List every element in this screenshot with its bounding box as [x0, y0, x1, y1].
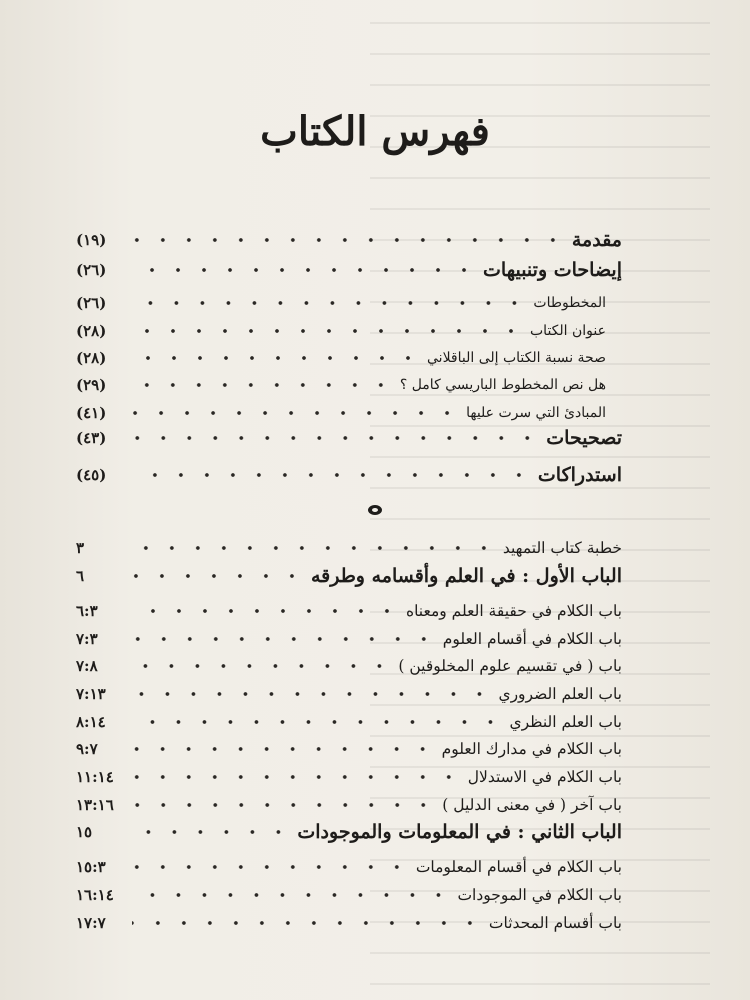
toc-page-number: (٤٥) — [76, 466, 107, 484]
toc-label: عنوان الكتاب — [530, 323, 606, 339]
toc-row-paris-manuscript — [76, 372, 606, 398]
toc-page-number: ٣ — [76, 539, 85, 557]
toc-row-introduction — [76, 227, 622, 253]
leader-dots — [132, 709, 503, 735]
leader-dots — [132, 535, 497, 561]
toc-label: باب الكلام في أقسام العلوم — [442, 630, 622, 648]
toc-label: صحة نسبة الكتاب إلى الباقلاني — [427, 350, 606, 366]
leader-dots — [132, 736, 436, 762]
toc-row-section — [76, 792, 622, 818]
toc-label: باب الكلام في حقيقة العلم ومعناه — [405, 602, 622, 620]
leader-dots — [132, 819, 291, 845]
toc-page-number: ٨:١٤ — [76, 713, 106, 731]
toc-row-section — [76, 598, 622, 624]
toc-label: باب العلم النظري — [509, 713, 622, 731]
leader-dots — [132, 318, 524, 344]
toc-page-number: ٧:٨ — [76, 657, 98, 675]
toc-label: هل نص المخطوط الباريسي كامل ؟ — [399, 377, 606, 393]
leader-dots — [132, 227, 566, 253]
toc-page-number: ١٥:٣ — [76, 858, 106, 876]
leader-dots — [132, 400, 460, 426]
toc-page-number: (٢٩) — [76, 376, 107, 394]
toc-label: خطبة كتاب التمهيد — [502, 539, 622, 557]
toc-row-chapter-two — [76, 819, 622, 845]
toc-label: الباب الأول : في العلم وأقسامه وطرقه — [310, 565, 622, 587]
leader-dots — [132, 882, 451, 908]
leader-dots — [132, 653, 392, 679]
leader-dots — [132, 854, 410, 880]
toc-row-corrections — [76, 425, 622, 451]
toc-row-book-title — [76, 318, 606, 344]
leader-dots — [132, 563, 305, 589]
leader-dots — [132, 372, 394, 398]
toc-page-number: (٤٣) — [76, 429, 107, 447]
toc-label: باب الكلام في الموجودات — [457, 886, 622, 904]
toc-page-number: (٢٨) — [76, 322, 107, 340]
toc-page-number: ١٧:٧ — [76, 914, 106, 932]
toc-label: باب آخر ( في معنى الدليل ) — [442, 796, 622, 814]
toc-page-number: ١١:١٤ — [76, 768, 114, 786]
toc-page-number: ١٣:١٦ — [76, 796, 114, 814]
toc-label: المخطوطات — [533, 295, 606, 311]
leader-dots — [132, 290, 527, 316]
toc-page-number: (٢٨) — [76, 349, 107, 367]
toc-row-section — [76, 764, 622, 790]
toc-row-manuscripts — [76, 290, 606, 316]
toc-label: الباب الثاني : في المعلومات والموجودات — [297, 821, 622, 843]
toc-page-number: ٧:٣ — [76, 630, 98, 648]
toc-row-section — [76, 854, 622, 880]
toc-row-section — [76, 626, 622, 652]
toc-page-number: (٢٦) — [76, 294, 107, 312]
toc-label: باب العلم الضروري — [498, 685, 622, 703]
toc-page-number: (٢٦) — [76, 261, 107, 279]
toc-row-section — [76, 709, 622, 735]
toc-row-chapter-one — [76, 563, 622, 589]
toc-label: باب أقسام المحدثات — [488, 914, 622, 932]
toc-row-section — [76, 910, 622, 936]
leader-dots — [132, 425, 540, 451]
toc-label: تصحيحات — [546, 427, 622, 449]
toc-row-principles — [76, 400, 606, 426]
toc-label: باب ( في تقسيم علوم المخلوقين ) — [398, 657, 622, 675]
toc-label: إيضاحات وتنبيهات — [483, 259, 622, 281]
toc-page-number: ٦:٣ — [76, 602, 98, 620]
toc-row-section — [76, 681, 622, 707]
leader-dots — [132, 764, 462, 790]
toc-label: المبادئ التي سرت عليها — [466, 405, 606, 421]
toc-page-number: ٩:٧ — [76, 740, 98, 758]
toc-row-sermon — [76, 535, 622, 561]
toc-label: استدراكات — [537, 464, 622, 486]
leader-dots — [132, 626, 437, 652]
toc-label: باب الكلام في الاستدلال — [467, 768, 622, 786]
leader-dots — [132, 910, 483, 936]
leader-dots — [132, 598, 400, 624]
toc-page-number: ١٦:١٤ — [76, 886, 114, 904]
leader-dots — [132, 257, 477, 283]
toc-label: باب الكلام في أقسام المعلومات — [415, 858, 622, 876]
leader-dots — [132, 462, 532, 488]
toc-label: مقدمة — [571, 229, 622, 251]
toc-page-number: ٧:١٣ — [76, 685, 106, 703]
toc-page-number: (١٩) — [76, 231, 107, 249]
toc-row-clarifications — [76, 257, 622, 283]
toc-row-section — [76, 653, 622, 679]
section-separator-ornament — [368, 505, 382, 515]
toc-page-number: ١٥ — [76, 823, 93, 841]
toc-row-addenda — [76, 462, 622, 488]
page-title: فهرس الكتاب — [260, 108, 490, 155]
toc-page-number: ٦ — [76, 567, 85, 585]
toc-label: باب الكلام في مدارك العلوم — [441, 740, 622, 758]
toc-row-section — [76, 882, 622, 908]
toc-row-section — [76, 736, 622, 762]
leader-dots — [132, 792, 436, 818]
leader-dots — [132, 345, 421, 371]
toc-row-attribution — [76, 345, 606, 371]
toc-page-number: (٤١) — [76, 404, 107, 422]
leader-dots — [132, 681, 492, 707]
